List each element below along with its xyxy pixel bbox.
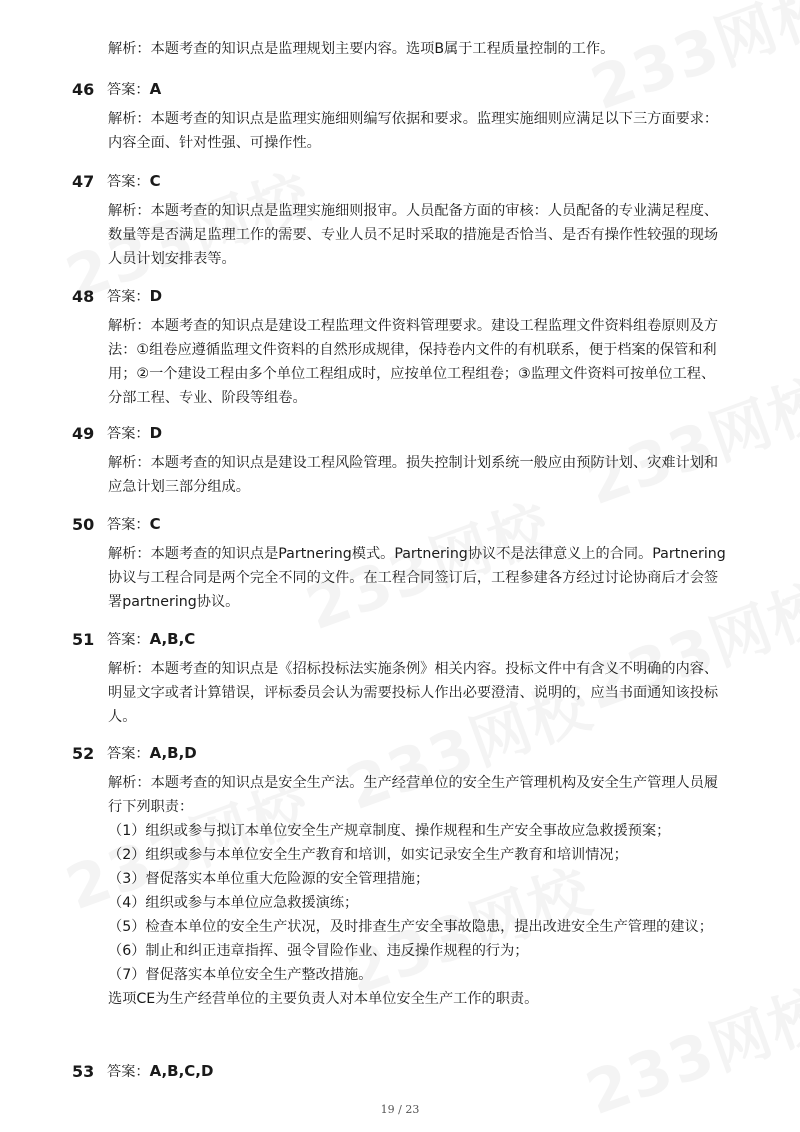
question-number: 49: [72, 423, 95, 443]
answer-value: A: [149, 80, 162, 98]
answer-value: A,B,C,D: [149, 1062, 214, 1080]
explanation-text: 解析：本题考查的知识点是监理规划主要内容。选项B属于工程质量控制的工作。: [108, 41, 615, 57]
page-number: 19 / 23: [380, 1103, 420, 1116]
explanation: [108, 542, 728, 614]
explanation: [108, 37, 728, 61]
answer-value: A,B,C: [149, 630, 196, 648]
answer-value: D: [149, 424, 163, 442]
list-item: （3）督促落实本单位重大危险源的安全管理措施；: [108, 871, 430, 887]
explanation: [108, 451, 728, 499]
explanation: [108, 199, 728, 271]
question-header: [72, 741, 197, 765]
question-number: 48: [72, 286, 95, 306]
list-item: （6）制止和纠正违章指挥、强令冒险作业、违反操作规程的行为；: [108, 943, 529, 959]
answer-label: 答案：: [107, 517, 150, 533]
explanation-text: 解析：本题考查的知识点是安全生产法。生产经营单位的安全生产管理机构及安全生产管理人员履行下列职责：: [108, 775, 719, 815]
explanation-note: 选项CE为生产经营单位的主要负责人对本单位安全生产工作的职责。: [108, 991, 539, 1007]
answer-label: 答案：: [107, 289, 150, 305]
answer-label: 答案：: [107, 632, 150, 648]
explanation-text: 解析：本题考查的知识点是监理实施细则报审。人员配备方面的审核：人员配备的专业满足程度、数量等是否满足监理工作的需要、专业人员不足时采取的措施是否恰当、是否有操作性较强的现场人员计划安排表等。: [108, 203, 719, 267]
question-number: 46: [72, 79, 95, 99]
list-item: （2）组织或参与本单位安全生产教育和培训，如实记录安全生产教育和培训情况；: [108, 847, 628, 863]
question-number: 53: [72, 1061, 95, 1081]
explanation-text: 解析：本题考查的知识点是《招标投标法实施条例》相关内容。投标文件中有含义不明确的内容、明显文字或者计算错误，评标委员会认为需要投标人作出必要澄清、说明的，应当书面通知该投标人。: [108, 661, 719, 725]
answer-value: D: [149, 287, 163, 305]
question-header: [72, 169, 161, 193]
answer-label: 答案：: [107, 746, 150, 762]
explanation-text: 解析：本题考查的知识点是监理实施细则编写依据和要求。监理实施细则应满足以下三方面要求：内容全面、针对性强、可操作性。: [108, 111, 719, 151]
question-header: [72, 77, 161, 101]
explanation: [108, 657, 728, 729]
question-number: 50: [72, 514, 95, 534]
answer-value: C: [149, 172, 161, 190]
question-header: [72, 627, 195, 651]
answer-value: C: [149, 515, 161, 533]
answer-label: 答案：: [107, 426, 150, 442]
question-header: [72, 1059, 213, 1083]
list-item: （7）督促落实本单位安全生产整改措施。: [108, 967, 373, 983]
answer-value: A,B,D: [149, 744, 197, 762]
list-item: （4）组织或参与本单位应急救援演练；: [108, 895, 359, 911]
question-number: 51: [72, 629, 95, 649]
question-header: [72, 284, 162, 308]
question-header: [72, 421, 162, 445]
explanation: [108, 771, 728, 1011]
list-item: （5）检查本单位的安全生产状况，及时排查生产安全事故隐患，提出改进安全生产管理的建议；: [108, 919, 713, 935]
answer-label: 答案：: [107, 1064, 150, 1080]
explanation-text: 解析：本题考查的知识点是建设工程监理文件资料管理要求。建设工程监理文件资料组卷原则及方法：①组卷应遵循监理文件资料的自然形成规律，保持卷内文件的有机联系，便于档案的保管和利用；②一个建设工程由多个单位工程组成时，应按单位工程组卷；③监理文件资料可按单位工程、分部工程、专业、阶段等组卷。: [108, 318, 719, 406]
explanation: [108, 107, 728, 155]
question-number: 47: [72, 171, 95, 191]
explanation-text: 解析：本题考查的知识点是建设工程风险管理。损失控制计划系统一般应由预防计划、灾难计划和应急计划三部分组成。: [108, 455, 719, 495]
question-header: [72, 512, 161, 536]
explanation: [108, 314, 728, 410]
answer-label: 答案：: [107, 82, 150, 98]
question-number: 52: [72, 743, 95, 763]
answer-label: 答案：: [107, 174, 150, 190]
list-item: （1）组织或参与拟订本单位安全生产规章制度、操作规程和生产安全事故应急救援预案；: [108, 823, 671, 839]
explanation-text: 解析：本题考查的知识点是Partnering模式。Partnering协议不是法律意义上的合同。Partnering协议与工程合同是两个完全不同的文件。在工程合同签订后，工程参建各方经过讨论协商后才会签署partnering协议。: [108, 546, 726, 610]
